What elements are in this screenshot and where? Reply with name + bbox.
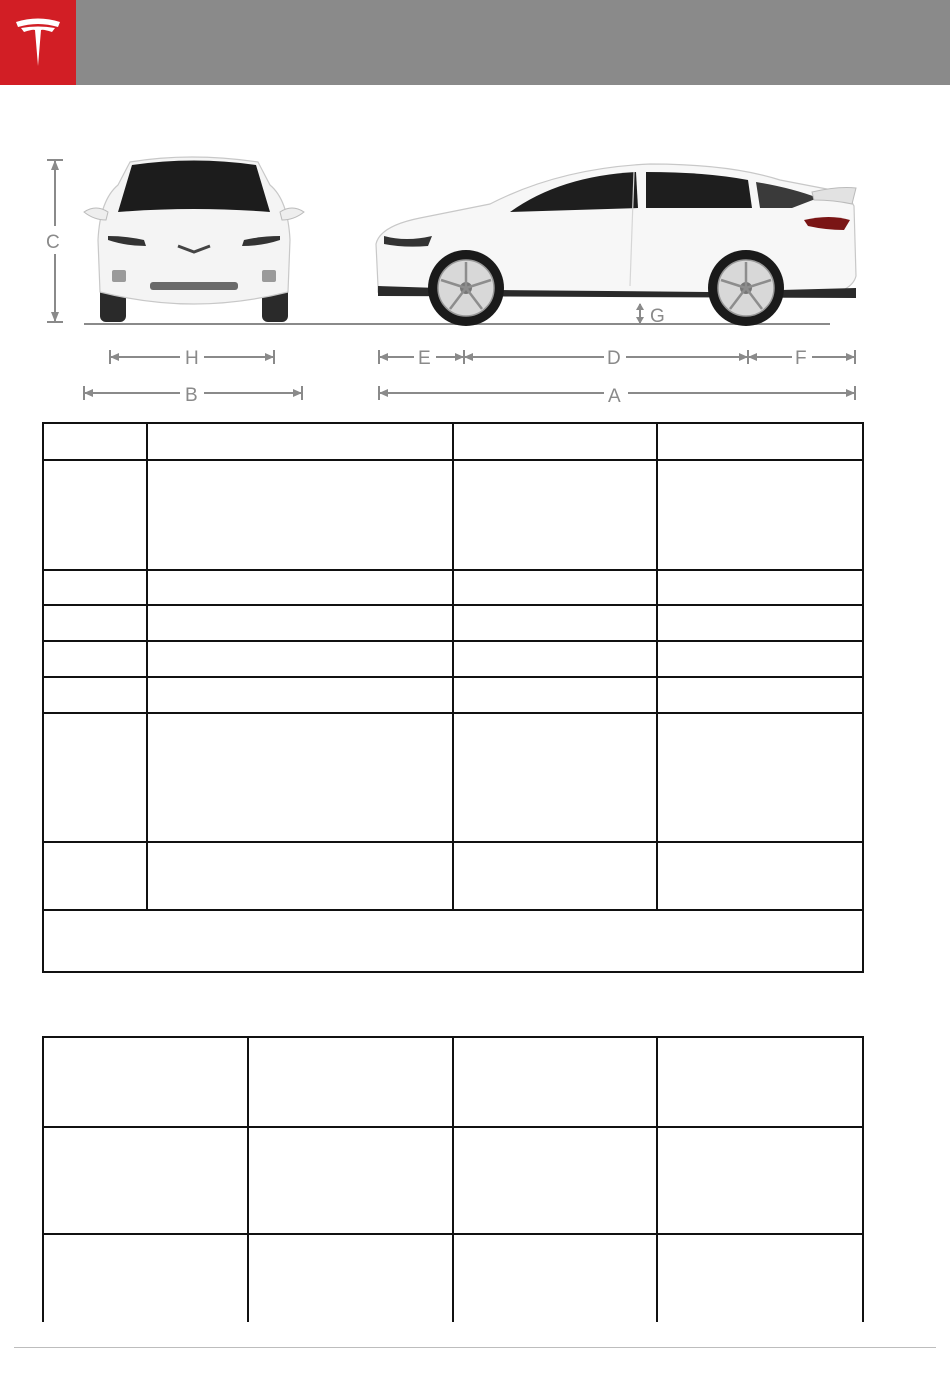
table-row [43, 1234, 863, 1322]
table-cell [657, 842, 863, 910]
brand-logo [0, 0, 76, 85]
table-cell [43, 677, 147, 713]
table-cell [43, 1127, 248, 1234]
header-bar [0, 0, 950, 85]
dimension-c-label: C [46, 232, 60, 253]
dimension-f-label: F [795, 348, 807, 369]
table-cell [657, 423, 863, 460]
table-row [43, 641, 863, 677]
table-cell [453, 842, 658, 910]
dimension-g-label: G [650, 306, 665, 327]
table-cell [43, 460, 147, 570]
tesla-logo-icon [13, 16, 63, 68]
table-note [43, 910, 863, 972]
table-row [43, 423, 863, 460]
table-cell [657, 570, 863, 605]
table-cell [147, 677, 453, 713]
table-cell [147, 460, 453, 570]
table-cell [248, 1234, 453, 1322]
table-cell [147, 842, 453, 910]
table-cell [453, 605, 658, 641]
table-cell [657, 1037, 863, 1127]
table-row [43, 842, 863, 910]
table-note-row [43, 910, 863, 972]
table-cell [43, 641, 147, 677]
table-cell [43, 570, 147, 605]
table-cell [43, 1234, 248, 1322]
side-view-car [376, 164, 856, 326]
table-row [43, 1127, 863, 1234]
table-cell [147, 423, 453, 460]
table-cell [248, 1127, 453, 1234]
table-cell [657, 677, 863, 713]
table-cell [147, 570, 453, 605]
table-row [43, 1037, 863, 1127]
table-cell [453, 460, 658, 570]
dimension-a-label: A [608, 386, 621, 407]
footer-rule [14, 1347, 936, 1348]
dimensions-table [42, 422, 864, 973]
table-row [43, 570, 863, 605]
table-row [43, 605, 863, 641]
vehicle-dimensions-diagram [0, 140, 950, 410]
dimension-d-label: D [607, 348, 621, 369]
table-cell [147, 641, 453, 677]
table-cell [147, 713, 453, 842]
table-cell [453, 423, 658, 460]
table-cell [657, 713, 863, 842]
table-cell [147, 605, 453, 641]
table-cell [453, 570, 658, 605]
table-cell [43, 842, 147, 910]
table-cell [453, 641, 658, 677]
dimension-e-label: E [418, 348, 431, 369]
table-cell [657, 460, 863, 570]
table-cell [453, 1234, 658, 1322]
dimension-g [636, 303, 644, 324]
table-cell [453, 1037, 658, 1127]
table-cell [453, 1127, 658, 1234]
dimension-h-label: H [185, 348, 199, 369]
table-cell [43, 713, 147, 842]
table-cell [657, 1127, 863, 1234]
dimension-b-label: B [185, 385, 198, 406]
table-cell [453, 677, 658, 713]
table-row [43, 713, 863, 842]
table-cell [43, 1037, 248, 1127]
table-cell [43, 423, 147, 460]
secondary-table [42, 1036, 864, 1322]
table-row [43, 460, 863, 570]
table-cell [248, 1037, 453, 1127]
front-view-car [84, 157, 304, 322]
table-cell [453, 713, 658, 842]
table-cell [657, 641, 863, 677]
table-cell [657, 605, 863, 641]
table-cell [657, 1234, 863, 1322]
table-cell [43, 605, 147, 641]
table-row [43, 677, 863, 713]
